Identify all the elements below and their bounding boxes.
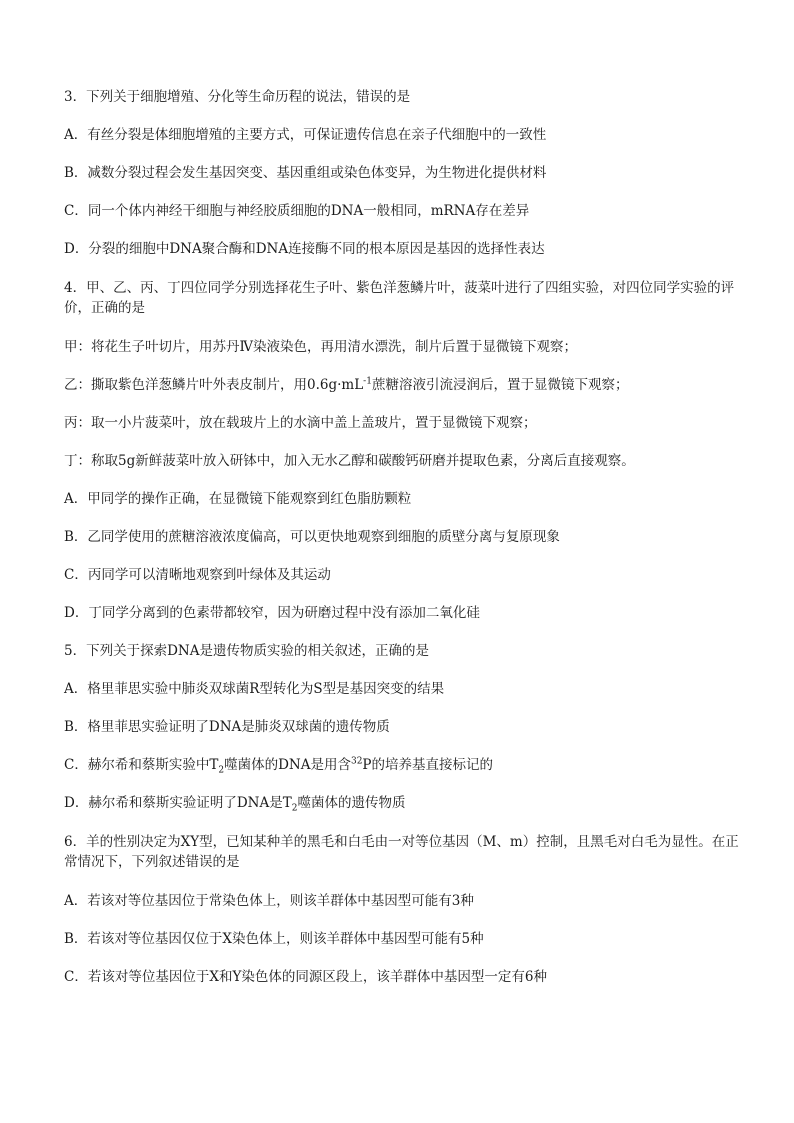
- option-c-text-3: P的培养基直接标记的: [362, 757, 494, 773]
- question-5-option-c: [64, 756, 744, 774]
- question-3-option-d: D．分裂的细胞中DNA聚合酶和DNA连接酶不同的根本原因是基因的选择性表达: [64, 241, 545, 257]
- question-5: [64, 642, 744, 812]
- student-yi-text-1: 乙：撕取紫色洋葱鳞片叶外表皮制片，用0.6g·mL: [64, 377, 364, 393]
- question-4-option-c: C．丙同学可以清晰地观察到叶绿体及其运动: [64, 567, 331, 583]
- question-3-option-a: A．有丝分裂是体细胞增殖的主要方式，可保证遗传信息在亲子代细胞中的一致性: [64, 127, 547, 143]
- question-6-stem: 6．羊的性别决定为XY型，已知某种羊的黑毛和白毛由一对等位基因（M、m）控制，且黑毛对白毛为显性。在正常情况下，下列叙述错误的是: [64, 834, 739, 870]
- question-3: [64, 88, 744, 258]
- question-6-option-c: C．若该对等位基因位于X和Y染色体的同源区段上，该羊群体中基因型一定有6种: [64, 969, 547, 985]
- question-4-option-d: D．丁同学分离到的色素带都较窄，因为研磨过程中没有添加二氧化硅: [64, 605, 480, 621]
- question-6: [64, 832, 744, 986]
- question-4-option-b: B．乙同学使用的蔗糖溶液浓度偏高，可以更快地观察到细胞的质壁分离与复原现象: [64, 529, 560, 545]
- question-5-option-b: B．格里菲思实验证明了DNA是肺炎双球菌的遗传物质: [64, 719, 390, 735]
- option-c-superscript: 32: [350, 756, 363, 767]
- question-4-student-bing: 丙：取一小片菠菜叶，放在载玻片上的水滴中盖上盖玻片，置于显微镜下观察；: [64, 415, 537, 431]
- option-c-subscript: 2: [218, 765, 225, 776]
- question-4-option-a: A．甲同学的操作正确，在显微镜下能观察到红色脂肪颗粒: [64, 491, 412, 507]
- option-d-text-2: 噬菌体的遗传物质: [297, 795, 406, 811]
- option-d-text-1: D．赫尔希和蔡斯实验证明了DNA是T: [64, 795, 292, 811]
- question-5-stem: 5．下列关于探索DNA是遗传物质实验的相关叙述，正确的是: [64, 643, 429, 659]
- question-3-option-c: C．同一个体内神经干细胞与神经胶质细胞的DNA一般相同，mRNA存在差异: [64, 203, 530, 219]
- question-3-stem: 3．下列关于细胞增殖、分化等生命历程的说法，错误的是: [64, 89, 411, 105]
- exam-page: [64, 88, 744, 1006]
- question-5-option-a: A．格里菲思实验中肺炎双球菌R型转化为S型是基因突变的结果: [64, 681, 445, 697]
- option-c-text-2: 噬菌体的DNA是用含: [224, 757, 351, 773]
- question-6-option-b: B．若该对等位基因仅位于X染色体上，则该羊群体中基因型可能有5种: [64, 931, 484, 947]
- question-6-option-a: A．若该对等位基因位于常染色体上，则该羊群体中基因型可能有3种: [64, 893, 474, 909]
- option-c-text-1: C．赫尔希和蔡斯实验中T: [64, 757, 219, 773]
- student-yi-superscript: -1: [363, 376, 372, 387]
- student-yi-text-2: 蔗糖溶液引流浸润后，置于显微镜下观察；: [371, 377, 629, 393]
- question-3-option-b: B．减数分裂过程会发生基因突变、基因重组或染色体变异，为生物进化提供材料: [64, 165, 547, 181]
- question-4-student-yi: [64, 376, 744, 394]
- question-4-student-ding: 丁：称取5g新鲜菠菜叶放入研钵中，加入无水乙醇和碳酸钙研磨并提取色素，分离后直接观察。: [64, 453, 635, 469]
- question-4: [64, 278, 744, 622]
- question-4-student-jia: 甲：将花生子叶切片，用苏丹Ⅳ染液染色，再用清水漂洗，制片后置于显微镜下观察；: [64, 339, 577, 355]
- option-d-subscript: 2: [291, 803, 298, 814]
- question-4-stem: 4．甲、乙、丙、丁四位同学分别选择花生子叶、紫色洋葱鳞片叶，菠菜叶进行了四组实验，对四位同学实验的评价，正确的是: [64, 280, 735, 316]
- question-5-option-d: [64, 794, 744, 812]
